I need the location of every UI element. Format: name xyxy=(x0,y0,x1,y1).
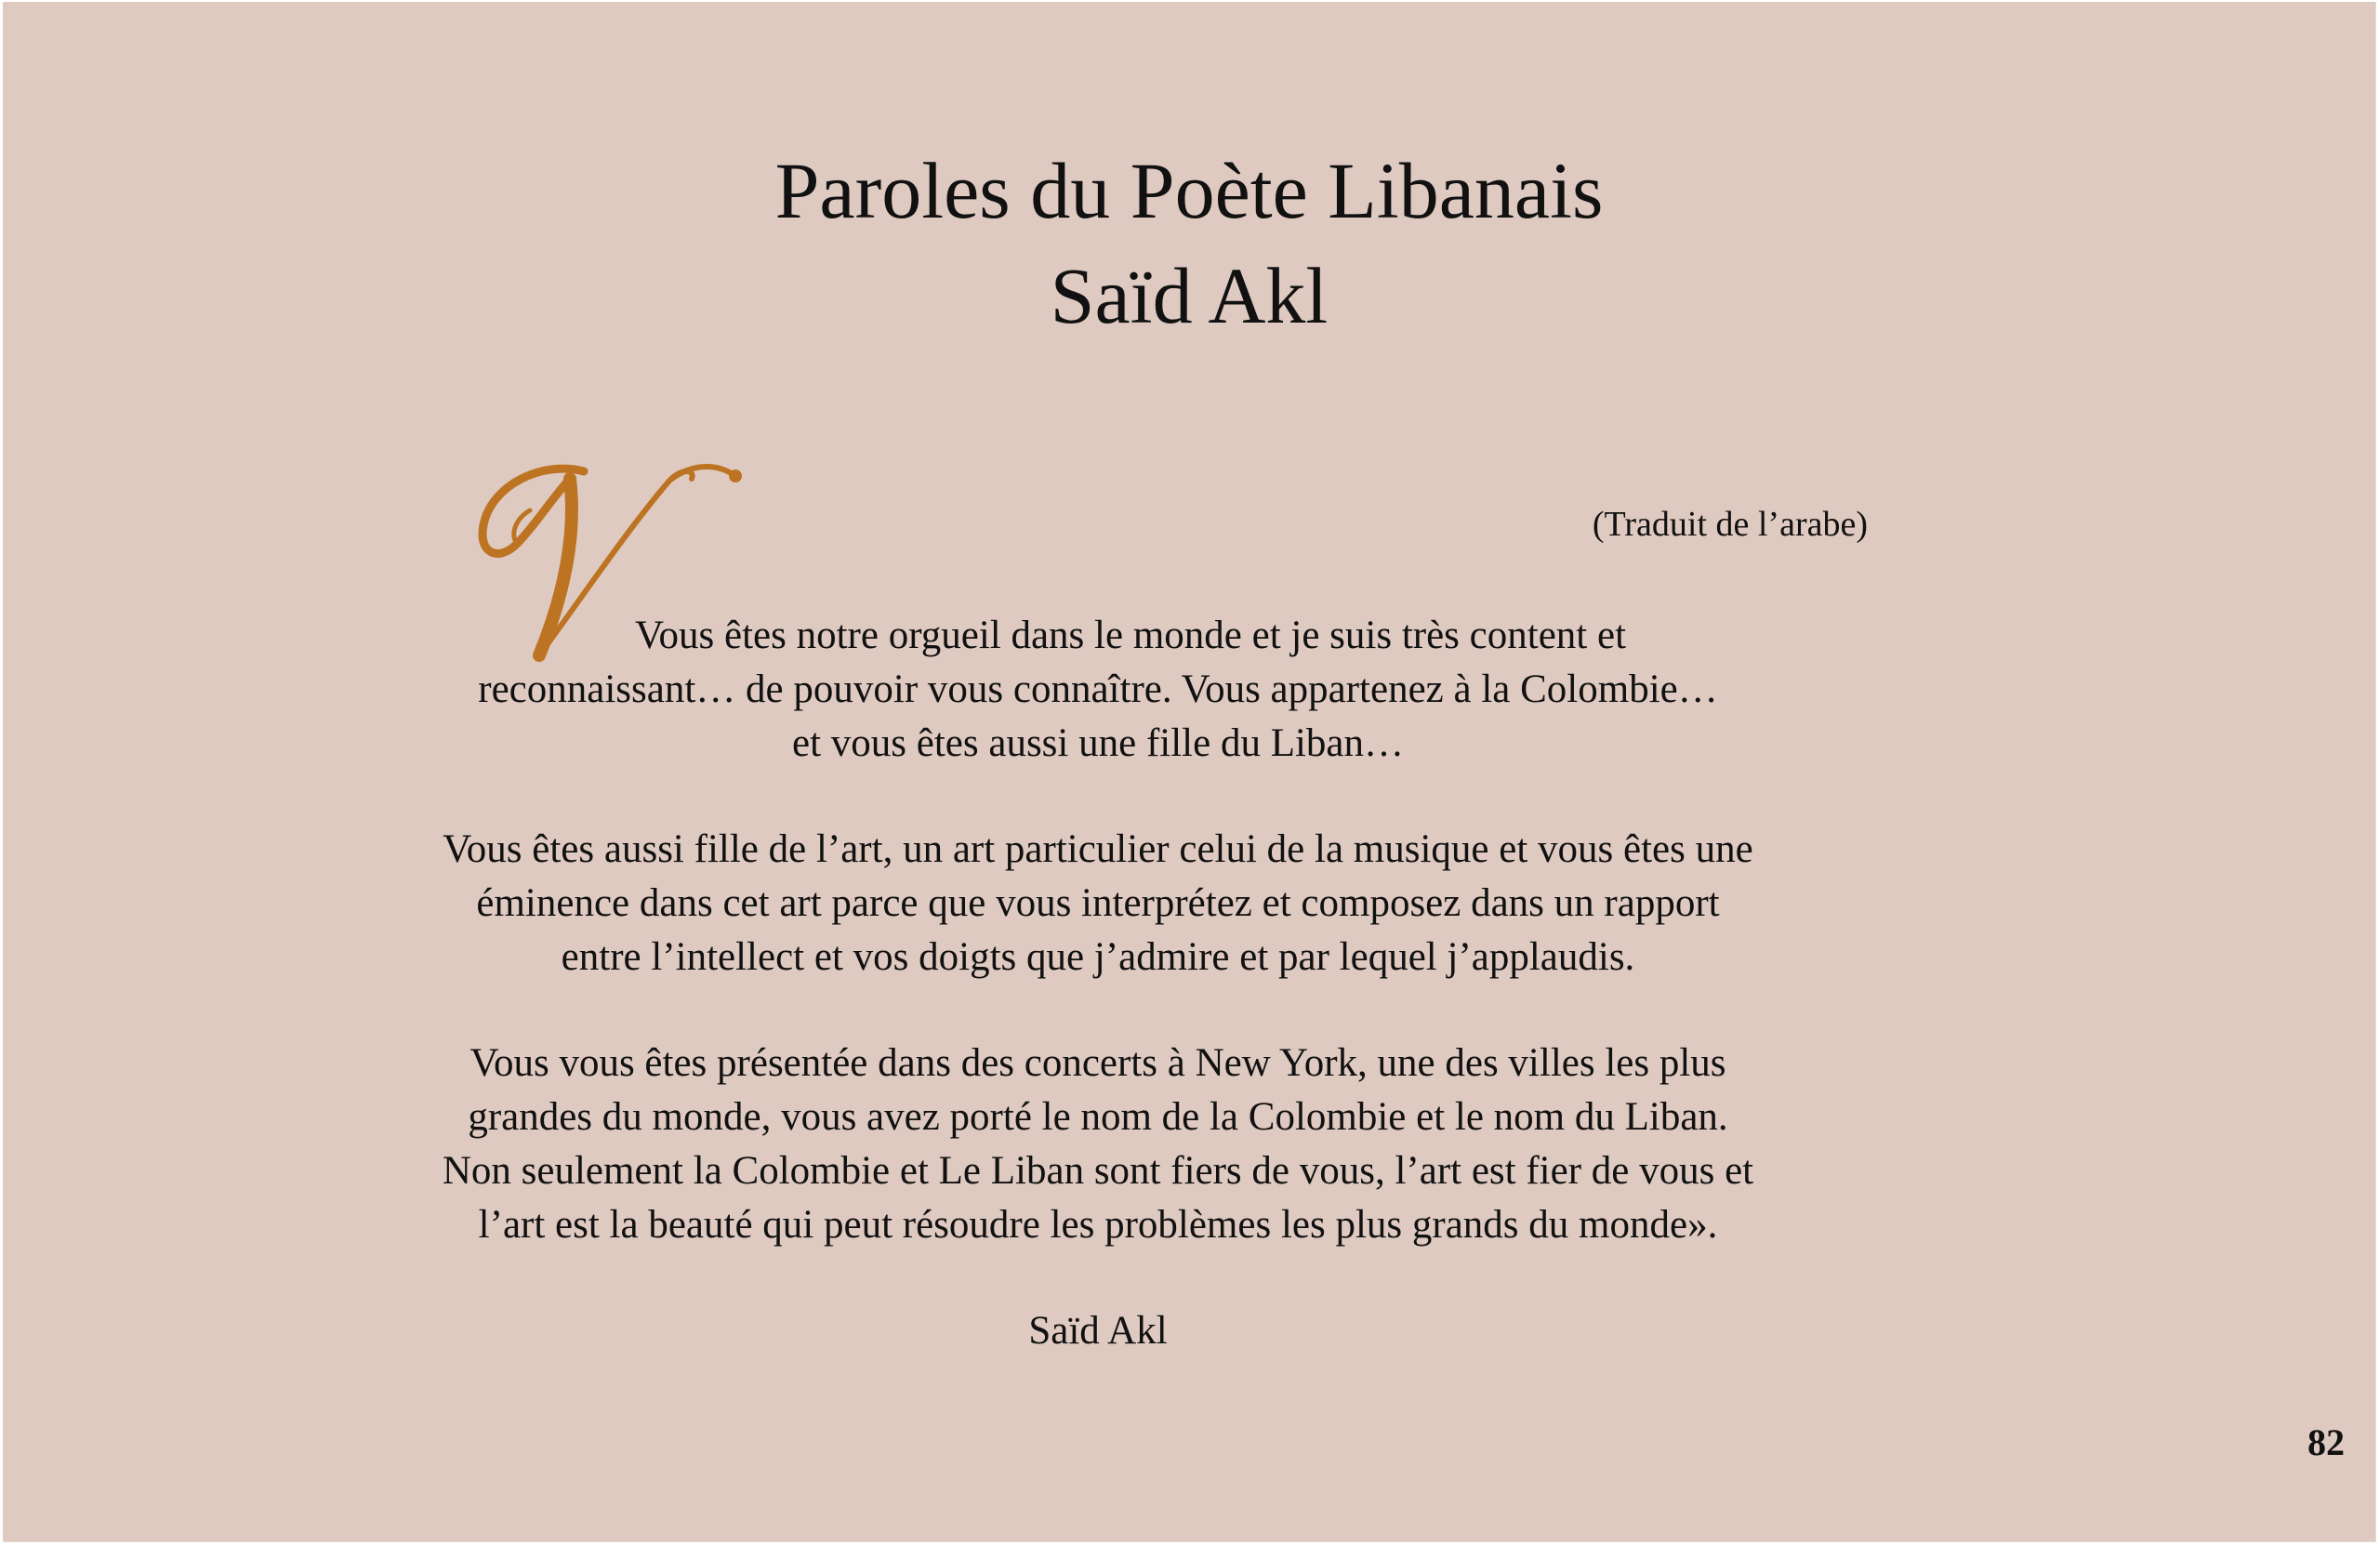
paragraph-3-line-1: Vous vous êtes présentée dans des concerts à New York, une des villes les plus xyxy=(469,1041,1726,1085)
page-title-line-2: Saïd Akl xyxy=(1050,251,1329,340)
paragraph-1-line-3: et vous êtes aussi une fille du Liban… xyxy=(792,721,1404,765)
paragraph-2-line-1: Vous êtes aussi fille de l’art, un art particulier celui de la musique et vous êtes une xyxy=(443,827,1753,871)
paragraph-3-line-2: grandes du monde, vous avez porté le nom de la Colombie et le nom du Liban. xyxy=(468,1095,1728,1139)
page-title-line-1: Paroles du Poète Libanais xyxy=(774,146,1604,235)
paragraph-2-line-2: éminence dans cet art parce que vous interprétez et composez dans un rapport xyxy=(476,881,1720,925)
paragraph-1-line-1: Vous êtes notre orgueil dans le monde et je suis très content et xyxy=(635,614,1627,657)
paragraph-3-line-4: l’art est la beauté qui peut résoudre les problèmes les plus grands du monde». xyxy=(478,1203,1718,1247)
paragraph-1-line-2: reconnaissant… de pouvoir vous connaître. Vous appartenez à la Colombie… xyxy=(478,667,1718,711)
page-number: 82 xyxy=(2307,1421,2345,1463)
signature: Saïd Akl xyxy=(1028,1309,1168,1353)
paragraph-3-line-3: Non seulement la Colombie et Le Liban sont fiers de vous, l’art est fier de vous et xyxy=(442,1149,1754,1193)
paragraph-2-line-3: entre l’intellect et vos doigts que j’admire et par lequel j’applaudis. xyxy=(561,935,1635,979)
book-page xyxy=(3,2,2376,1542)
translation-note: (Traduit de l’arabe) xyxy=(1592,505,1868,544)
